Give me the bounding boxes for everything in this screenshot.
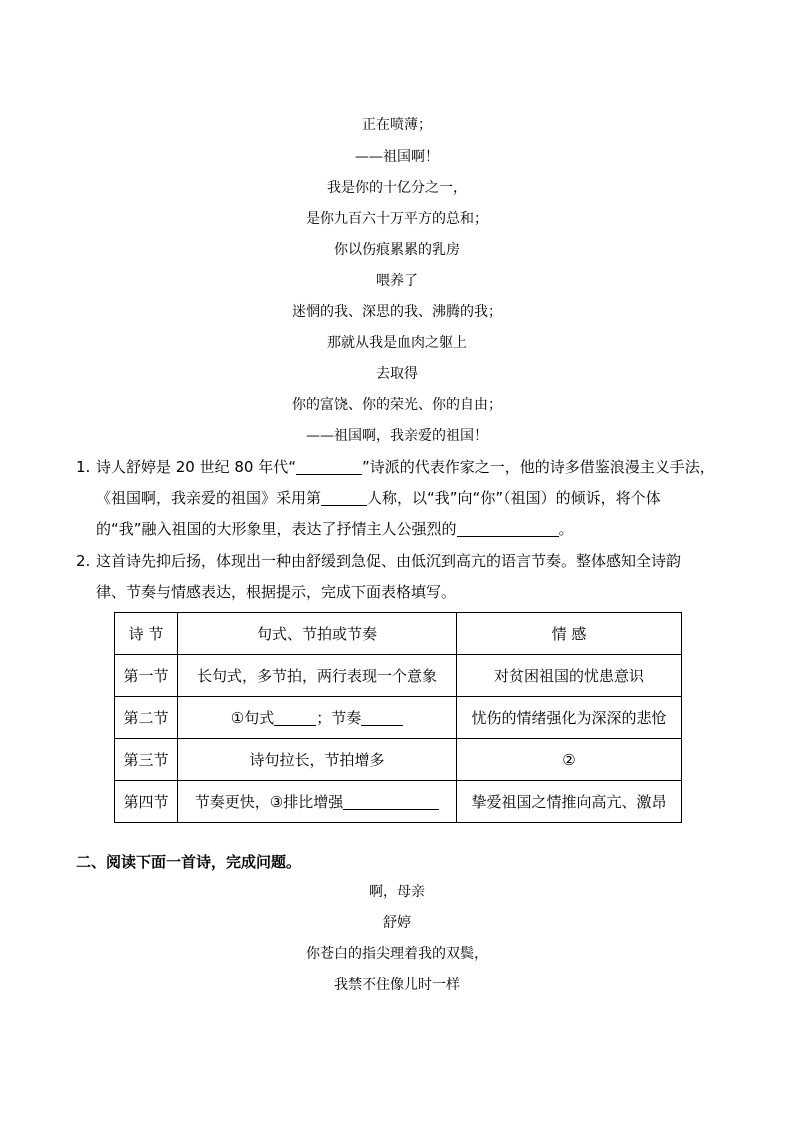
- cell-section: 第一节: [115, 655, 178, 697]
- cell-form-text: ；节奏: [316, 709, 362, 727]
- question-number: 2.: [76, 552, 91, 570]
- analysis-table: [114, 612, 682, 823]
- table-row: [115, 697, 682, 739]
- cell-form-text: ①句式: [230, 709, 275, 727]
- cell-emotion: 忧伤的情绪强化为深深的悲怆: [457, 697, 682, 739]
- poem-line: 你的富饶、你的荣光、你的自由；: [292, 397, 502, 413]
- table-header-row: [115, 613, 682, 655]
- cell-section: 第三节: [115, 739, 178, 781]
- question-1: [76, 452, 726, 545]
- poem-line: 你以伤痕累累的乳房: [334, 242, 460, 258]
- poem-author: 舒婷: [383, 915, 411, 931]
- cell-form: 长句式，多节拍，两行表现一个意象: [178, 655, 457, 697]
- header-section: 诗 节: [115, 613, 178, 655]
- answer-blank[interactable]: [343, 793, 439, 810]
- question-number: 1.: [76, 458, 91, 476]
- cell-form-text: 节奏更快，③排比增强: [194, 793, 344, 811]
- poem-line: 我禁不住像儿时一样: [334, 977, 460, 993]
- cell-section: 第二节: [115, 697, 178, 739]
- question-text: 这首诗先抑后扬，体现出一种由舒缓到急促、由低沉到高亢的语言节奏。整体感知全诗韵: [96, 552, 682, 570]
- poem-line: 那就从我是血肉之躯上: [327, 335, 467, 351]
- answer-blank[interactable]: [457, 520, 559, 537]
- cell-section: 第四节: [115, 781, 178, 823]
- table-row: [115, 655, 682, 697]
- poem-title: 啊，母亲: [369, 884, 425, 900]
- cell-form: [178, 781, 457, 823]
- question-text: ”诗派的代表作家之一，他的诗多借鉴浪漫主义手法，: [362, 458, 715, 476]
- poem-line: ——祖国啊，我亲爱的祖国！: [306, 428, 488, 444]
- answer-blank[interactable]: [321, 489, 367, 506]
- poem-line: 正在喷薄；: [362, 117, 432, 133]
- poem-line: 迷惘的我、深思的我、沸腾的我；: [292, 304, 502, 320]
- poem-line: 去取得: [376, 366, 418, 382]
- question-text: 诗人舒婷是 20 世纪 80 年代“: [96, 458, 297, 476]
- poem-line: ——祖国啊！: [355, 149, 439, 165]
- poem-line: 喂养了: [376, 273, 418, 289]
- question-2: [76, 546, 726, 608]
- answer-blank[interactable]: [296, 458, 362, 475]
- question-text: 《祖国啊，我亲爱的祖国》采用第: [96, 489, 322, 507]
- question-text: 人称，以“我”向“你”（祖国）的倾诉，将个体: [367, 489, 661, 507]
- question-text: 的“我”融入祖国的大形象里，表达了抒情主人公强烈的: [96, 520, 457, 538]
- header-emotion: 情 感: [457, 613, 682, 655]
- section-heading: 二、阅读下面一首诗，完成问题。: [76, 853, 302, 871]
- header-form: 句式、节拍或节奏: [178, 613, 457, 655]
- poem-line: 你苍白的指尖理着我的双鬓，: [306, 946, 488, 962]
- table-row: [115, 739, 682, 781]
- answer-blank[interactable]: [274, 709, 316, 726]
- answer-blank[interactable]: [361, 709, 403, 726]
- cell-form: 诗句拉长，节拍增多: [178, 739, 457, 781]
- cell-emotion: ②: [457, 739, 682, 781]
- cell-form: [178, 697, 457, 739]
- cell-emotion: 对贫困祖国的忧患意识: [457, 655, 682, 697]
- table-row: [115, 781, 682, 823]
- poem-line: 是你九百六十万平方的总和；: [306, 211, 488, 227]
- question-text: 律、节奏与情感表达，根据提示，完成下面表格填写。: [96, 583, 457, 601]
- question-text: 。: [558, 520, 574, 538]
- poem-line: 我是你的十亿分之一，: [327, 180, 467, 196]
- cell-emotion: 挚爱祖国之情推向高亢、激昂: [457, 781, 682, 823]
